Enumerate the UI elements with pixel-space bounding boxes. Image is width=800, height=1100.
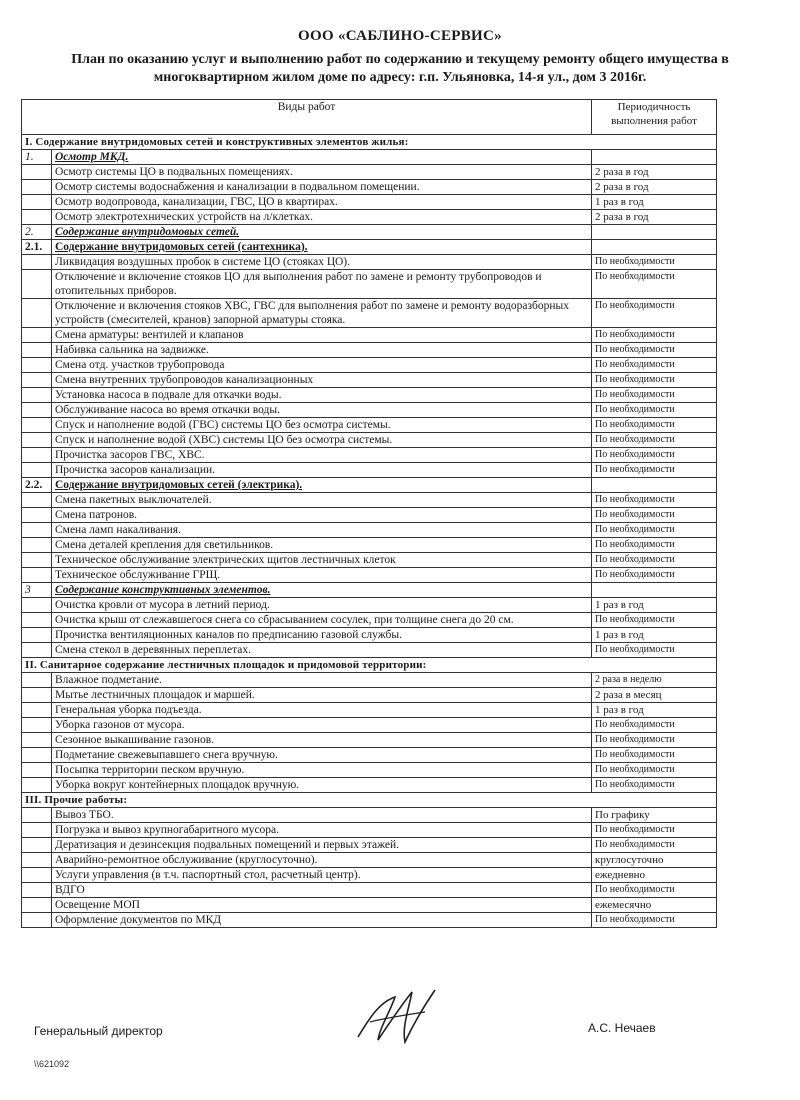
work-period: По необходимости <box>592 718 717 733</box>
row-number <box>22 718 52 733</box>
table-row <box>22 913 717 928</box>
row-number <box>22 733 52 748</box>
work-period: По необходимости <box>592 823 717 838</box>
document-number: \\621092 <box>34 1059 70 1069</box>
work-name: Сезонное выкашивание газонов. <box>52 733 592 748</box>
work-name: Обслуживание насоса во время откачки воды. <box>52 403 592 418</box>
row-number <box>22 358 52 373</box>
row-number <box>22 688 52 703</box>
works-table-body <box>22 135 717 928</box>
work-name: Уборка вокруг контейнерных площадок вручную. <box>52 778 592 793</box>
work-period <box>592 150 717 165</box>
row-number <box>22 598 52 613</box>
section-row <box>22 658 717 673</box>
row-number <box>22 328 52 343</box>
work-period: 2 раза в год <box>592 180 717 195</box>
work-name: Техническое обслуживание электрических щитов лестничных клеток <box>52 553 592 568</box>
table-row <box>22 195 717 210</box>
row-number <box>22 255 52 270</box>
table-header-row <box>22 100 717 135</box>
work-name: Содержание конструктивных элементов. <box>52 583 592 598</box>
work-name: Прочистка засоров ГВС, ХВС. <box>52 448 592 463</box>
document-header <box>0 28 800 87</box>
row-number <box>22 868 52 883</box>
table-row <box>22 568 717 583</box>
work-name: Смена патронов. <box>52 508 592 523</box>
subsection-row <box>22 583 717 598</box>
work-name: Спуск и наполнение водой (ГВС) системы ЦО без осмотра системы. <box>52 418 592 433</box>
subsection-row <box>22 478 717 493</box>
work-period: По необходимости <box>592 388 717 403</box>
work-period: 1 раз в год <box>592 703 717 718</box>
work-period: По необходимости <box>592 373 717 388</box>
work-name: Смена внутренних трубопроводов канализационных <box>52 373 592 388</box>
row-number <box>22 418 52 433</box>
row-number <box>22 195 52 210</box>
director-name: А.С. Нечаев <box>588 1021 656 1035</box>
work-period: По необходимости <box>592 568 717 583</box>
row-number <box>22 763 52 778</box>
company-name: ООО «САБЛИНО-СЕРВИС» <box>298 28 502 44</box>
table-row <box>22 493 717 508</box>
work-name: Содержание внутридомовых сетей. <box>52 225 592 240</box>
work-period: По необходимости <box>592 838 717 853</box>
work-name: Уборка газонов от мусора. <box>52 718 592 733</box>
table-row <box>22 270 717 299</box>
work-period: По необходимости <box>592 778 717 793</box>
work-period: По необходимости <box>592 883 717 898</box>
work-period: 2 раза в год <box>592 210 717 225</box>
work-name: Дератизация и дезинсекция подвальных помещений и первых этажей. <box>52 838 592 853</box>
table-row <box>22 598 717 613</box>
row-number <box>22 403 52 418</box>
section-row <box>22 793 717 808</box>
work-name: Генеральная уборка подъезда. <box>52 703 592 718</box>
work-name: Смена арматуры: вентилей и клапанов <box>52 328 592 343</box>
work-period: По необходимости <box>592 613 717 628</box>
work-name: Осмотр водопровода, канализации, ГВС, ЦО в квартирах. <box>52 195 592 210</box>
work-name: Осмотр системы водоснабжения и канализации в подвальном помещении. <box>52 180 592 195</box>
row-number <box>22 838 52 853</box>
row-number <box>22 823 52 838</box>
work-period: По необходимости <box>592 643 717 658</box>
work-name: Аварийно-ремонтное обслуживание (круглосуточно). <box>52 853 592 868</box>
table-row <box>22 718 717 733</box>
work-period: По необходимости <box>592 463 717 478</box>
work-name: Очистка крыш от слежавшегося снега со сбрасыванием сосулек, при толщине снега до 20 см. <box>52 613 592 628</box>
work-name: Отключение и включения стояков ХВС, ГВС для выполнения работ по замене и ремонту водоразборных устройств (смесителей, кранов) запорной арматуры стояка. <box>52 299 592 328</box>
work-period: По необходимости <box>592 343 717 358</box>
table-row <box>22 210 717 225</box>
work-name: Смена деталей крепления для светильников. <box>52 538 592 553</box>
row-number <box>22 463 52 478</box>
work-period: По необходимости <box>592 763 717 778</box>
table-row <box>22 448 717 463</box>
row-number: 1. <box>22 150 52 165</box>
work-period: По графику <box>592 808 717 823</box>
work-period: По необходимости <box>592 493 717 508</box>
work-name: Содержание внутридомовых сетей (электрика). <box>52 478 592 493</box>
table-row <box>22 180 717 195</box>
work-name: Погрузка и вывоз крупногабаритного мусора. <box>52 823 592 838</box>
period-column-header: Периодичность выполнения работ <box>592 100 717 135</box>
work-period: По необходимости <box>592 403 717 418</box>
table-row <box>22 898 717 913</box>
work-period: По необходимости <box>592 270 717 299</box>
table-row <box>22 538 717 553</box>
row-number <box>22 673 52 688</box>
work-name: Прочистка вентиляционных каналов по предписанию газовой службы. <box>52 628 592 643</box>
table-row <box>22 388 717 403</box>
table-row <box>22 403 717 418</box>
work-period: 2 раза в неделю <box>592 673 717 688</box>
row-number <box>22 913 52 928</box>
work-period <box>592 478 717 493</box>
row-number <box>22 568 52 583</box>
work-name: Техническое обслуживание ГРЩ. <box>52 568 592 583</box>
work-name: Влажное подметание. <box>52 673 592 688</box>
subsection-row <box>22 150 717 165</box>
work-period: По необходимости <box>592 748 717 763</box>
work-period: По необходимости <box>592 913 717 928</box>
work-period: По необходимости <box>592 448 717 463</box>
work-period: По необходимости <box>592 328 717 343</box>
table-row <box>22 508 717 523</box>
table-row <box>22 523 717 538</box>
works-column-header: Виды работ <box>22 100 592 135</box>
work-period <box>592 583 717 598</box>
work-name: Набивка сальника на задвижке. <box>52 343 592 358</box>
row-number: 2.2. <box>22 478 52 493</box>
signature-image <box>350 982 465 1052</box>
section-row <box>22 135 717 150</box>
work-name: Смена ламп накаливания. <box>52 523 592 538</box>
work-name: Вывоз ТБО. <box>52 808 592 823</box>
table-row <box>22 883 717 898</box>
work-name: Услуги управления (в т.ч. паспортный стол, расчетный центр). <box>52 868 592 883</box>
row-number <box>22 703 52 718</box>
director-title: Генеральный директор <box>34 1024 163 1038</box>
table-row <box>22 763 717 778</box>
table-row <box>22 463 717 478</box>
table-row <box>22 613 717 628</box>
table-row <box>22 778 717 793</box>
table-row <box>22 628 717 643</box>
table-row <box>22 748 717 763</box>
work-name: Подметание свежевыпавшего снега вручную. <box>52 748 592 763</box>
work-name: Прочистка засоров канализации. <box>52 463 592 478</box>
row-number <box>22 448 52 463</box>
works-table <box>21 99 717 928</box>
work-name: Оформление документов по МКД <box>52 913 592 928</box>
row-number <box>22 180 52 195</box>
row-number <box>22 643 52 658</box>
row-number <box>22 523 52 538</box>
row-number <box>22 210 52 225</box>
table-row <box>22 418 717 433</box>
table-row <box>22 299 717 328</box>
row-number <box>22 493 52 508</box>
row-number <box>22 508 52 523</box>
row-number <box>22 808 52 823</box>
work-name: Смена пакетных выключателей. <box>52 493 592 508</box>
work-name: ВДГО <box>52 883 592 898</box>
subsection-row <box>22 240 717 255</box>
work-name: Осмотр электротехнических устройств на л/клетках. <box>52 210 592 225</box>
table-row <box>22 703 717 718</box>
row-number: 2. <box>22 225 52 240</box>
work-period: ежемесячно <box>592 898 717 913</box>
row-number <box>22 343 52 358</box>
work-name: Содержание внутридомовых сетей (сантехника). <box>52 240 592 255</box>
table-row <box>22 255 717 270</box>
section-title: II. Санитарное содержание лестничных площадок и придомовой территории: <box>22 658 717 673</box>
work-period: 2 раза в год <box>592 165 717 180</box>
work-period: По необходимости <box>592 733 717 748</box>
work-period: 1 раз в год <box>592 628 717 643</box>
row-number <box>22 748 52 763</box>
work-period: По необходимости <box>592 418 717 433</box>
row-number <box>22 299 52 328</box>
work-period: круглосуточно <box>592 853 717 868</box>
work-period: 2 раза в месяц <box>592 688 717 703</box>
table-row <box>22 868 717 883</box>
table-row <box>22 165 717 180</box>
work-period: По необходимости <box>592 358 717 373</box>
row-number <box>22 883 52 898</box>
work-period: По необходимости <box>592 553 717 568</box>
table-row <box>22 433 717 448</box>
work-name: Осмотр системы ЦО в подвальных помещениях. <box>52 165 592 180</box>
row-number <box>22 538 52 553</box>
work-name: Установка насоса в подвале для откачки воды. <box>52 388 592 403</box>
row-number <box>22 373 52 388</box>
work-name: Посыпка территории песком вручную. <box>52 763 592 778</box>
table-row <box>22 673 717 688</box>
row-number: 2.1. <box>22 240 52 255</box>
table-row <box>22 643 717 658</box>
section-title: I. Содержание внутридомовых сетей и конструктивных элементов жилья: <box>22 135 717 150</box>
row-number: 3 <box>22 583 52 598</box>
work-period <box>592 225 717 240</box>
row-number <box>22 853 52 868</box>
table-row <box>22 838 717 853</box>
work-period: 1 раз в год <box>592 598 717 613</box>
work-period: По необходимости <box>592 433 717 448</box>
work-name: Смена стекол в деревянных переплетах. <box>52 643 592 658</box>
row-number <box>22 270 52 299</box>
work-name: Спуск и наполнение водой (ХВС) системы ЦО без осмотра системы. <box>52 433 592 448</box>
work-name: Очистка кровли от мусора в летний период. <box>52 598 592 613</box>
row-number <box>22 898 52 913</box>
work-name: Ликвидация воздушных пробок в системе ЦО (стояках ЦО). <box>52 255 592 270</box>
table-row <box>22 808 717 823</box>
work-period: По необходимости <box>592 523 717 538</box>
table-row <box>22 553 717 568</box>
row-number <box>22 613 52 628</box>
table-row <box>22 733 717 748</box>
work-name: Отключение и включение стояков ЦО для выполнения работ по замене и ремонту трубопроводов и отопительных приборов. <box>52 270 592 299</box>
table-row <box>22 358 717 373</box>
work-period: По необходимости <box>592 538 717 553</box>
table-row <box>22 373 717 388</box>
section-title: III. Прочие работы: <box>22 793 717 808</box>
work-name: Смена отд. участков трубопровода <box>52 358 592 373</box>
table-row <box>22 823 717 838</box>
work-name: Осмотр МКД. <box>52 150 592 165</box>
work-period: По необходимости <box>592 255 717 270</box>
table-row <box>22 328 717 343</box>
work-period: ежедневно <box>592 868 717 883</box>
work-period: По необходимости <box>592 299 717 328</box>
row-number <box>22 433 52 448</box>
work-name: Мытье лестничных площадок и маршей. <box>52 688 592 703</box>
work-name: Освещение МОП <box>52 898 592 913</box>
table-row <box>22 343 717 358</box>
row-number <box>22 388 52 403</box>
table-row <box>22 688 717 703</box>
work-period: По необходимости <box>592 508 717 523</box>
row-number <box>22 165 52 180</box>
plan-title: План по оказанию услуг и выполнению работ по содержанию и текущему ремонту общего имущества в многоквартирном жилом доме по адресу: г.п. Ульяновка, 14-я ул., дом 3 2016г. <box>71 52 729 85</box>
row-number <box>22 778 52 793</box>
work-period: 1 раз в год <box>592 195 717 210</box>
subsection-row <box>22 225 717 240</box>
row-number <box>22 553 52 568</box>
row-number <box>22 628 52 643</box>
table-row <box>22 853 717 868</box>
work-period <box>592 240 717 255</box>
